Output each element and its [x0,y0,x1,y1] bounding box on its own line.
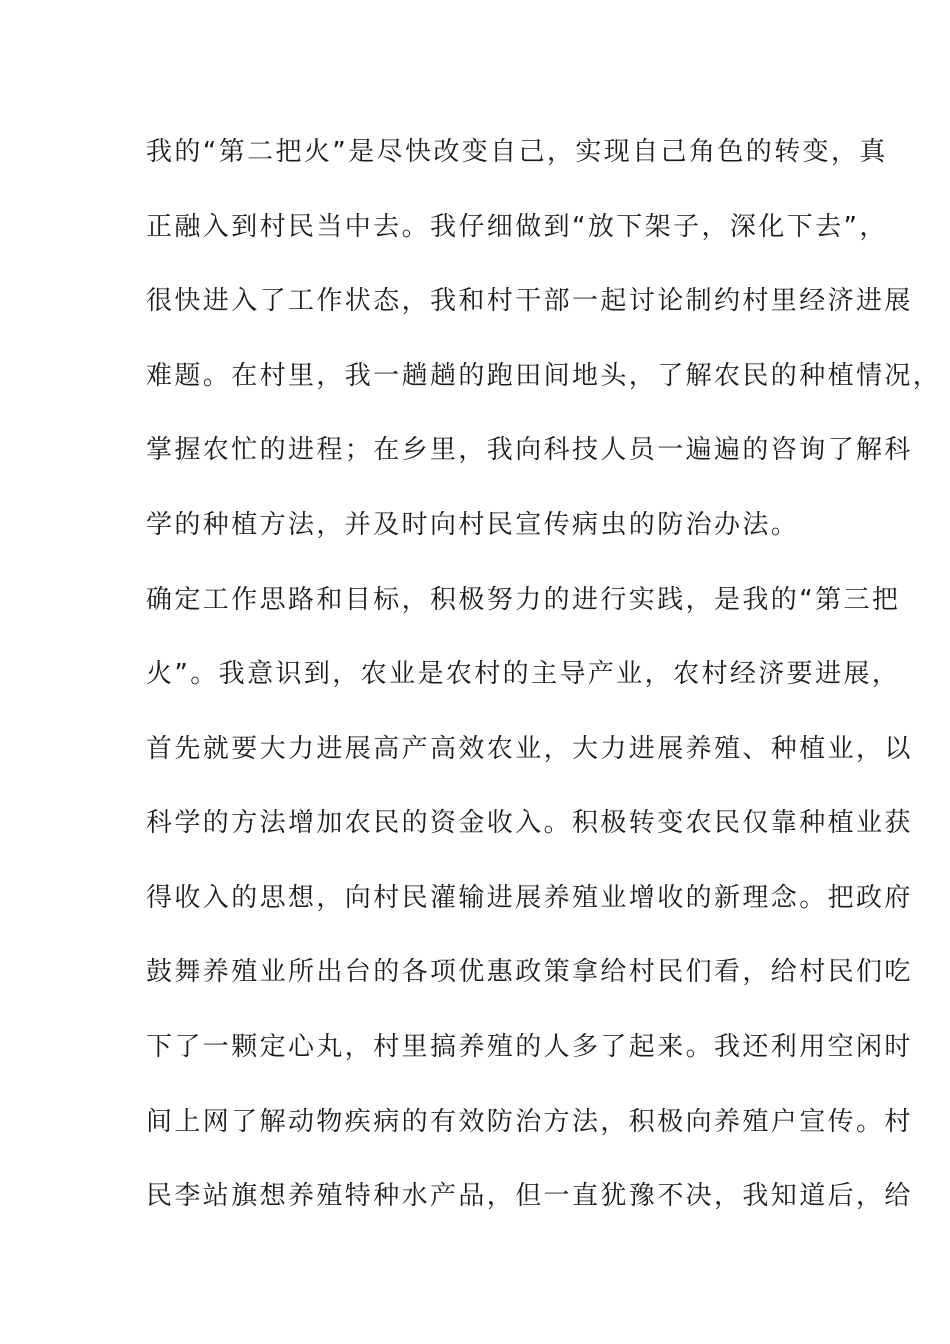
paragraph-line: 得收入的思想，向村民灌输进展养殖业增收的新理念。把政府 [146,883,913,913]
paragraph-line: 鼓舞养殖业所出台的各项优惠政策拿给村民们看，给村民们吃 [146,957,913,987]
paragraph-line: 掌握农忙的进程；在乡里，我向科技人员一遍遍的咨询了解科 [146,435,913,465]
paragraph-line: 难题。在村里，我一趟趟的跑田间地头，了解农民的种植情况， [146,361,942,391]
paragraph-line: 很快进入了工作状态，我和村干部一起讨论制约村里经济进展 [146,286,913,316]
paragraph-line: 学的种植方法，并及时向村民宣传病虫的防治办法。 [146,510,800,540]
paragraph-line: 科学的方法增加农民的资金收入。积极转变农民仅靠种植业获 [146,808,913,838]
paragraph-line: 首先就要大力进展高产高效农业，大力进展养殖、种植业，以 [146,734,913,764]
paragraph-line: 下了一颗定心丸，村里搞养殖的人多了起来。我还利用空闲时 [146,1032,913,1062]
paragraph-line: 间上网了解动物疾病的有效防治方法，积极向养殖户宣传。村 [146,1107,913,1137]
paragraph-line: 正融入到村民当中去。我仔细做到“放下架子，深化下去”， [146,212,888,242]
paragraph-line: 民李站旗想养殖特种水产品，但一直犹豫不决，我知道后，给 [146,1181,913,1211]
paragraph-line: 火”。我意识到，农业是农村的主导产业，农村经济要进展， [146,659,901,689]
paragraph-line: 我的“第二把火”是尽快改变自己，实现自己角色的转变，真 [146,137,888,167]
paragraph-line: 确定工作思路和目标，积极努力的进行实践，是我的“第三把 [146,585,901,615]
